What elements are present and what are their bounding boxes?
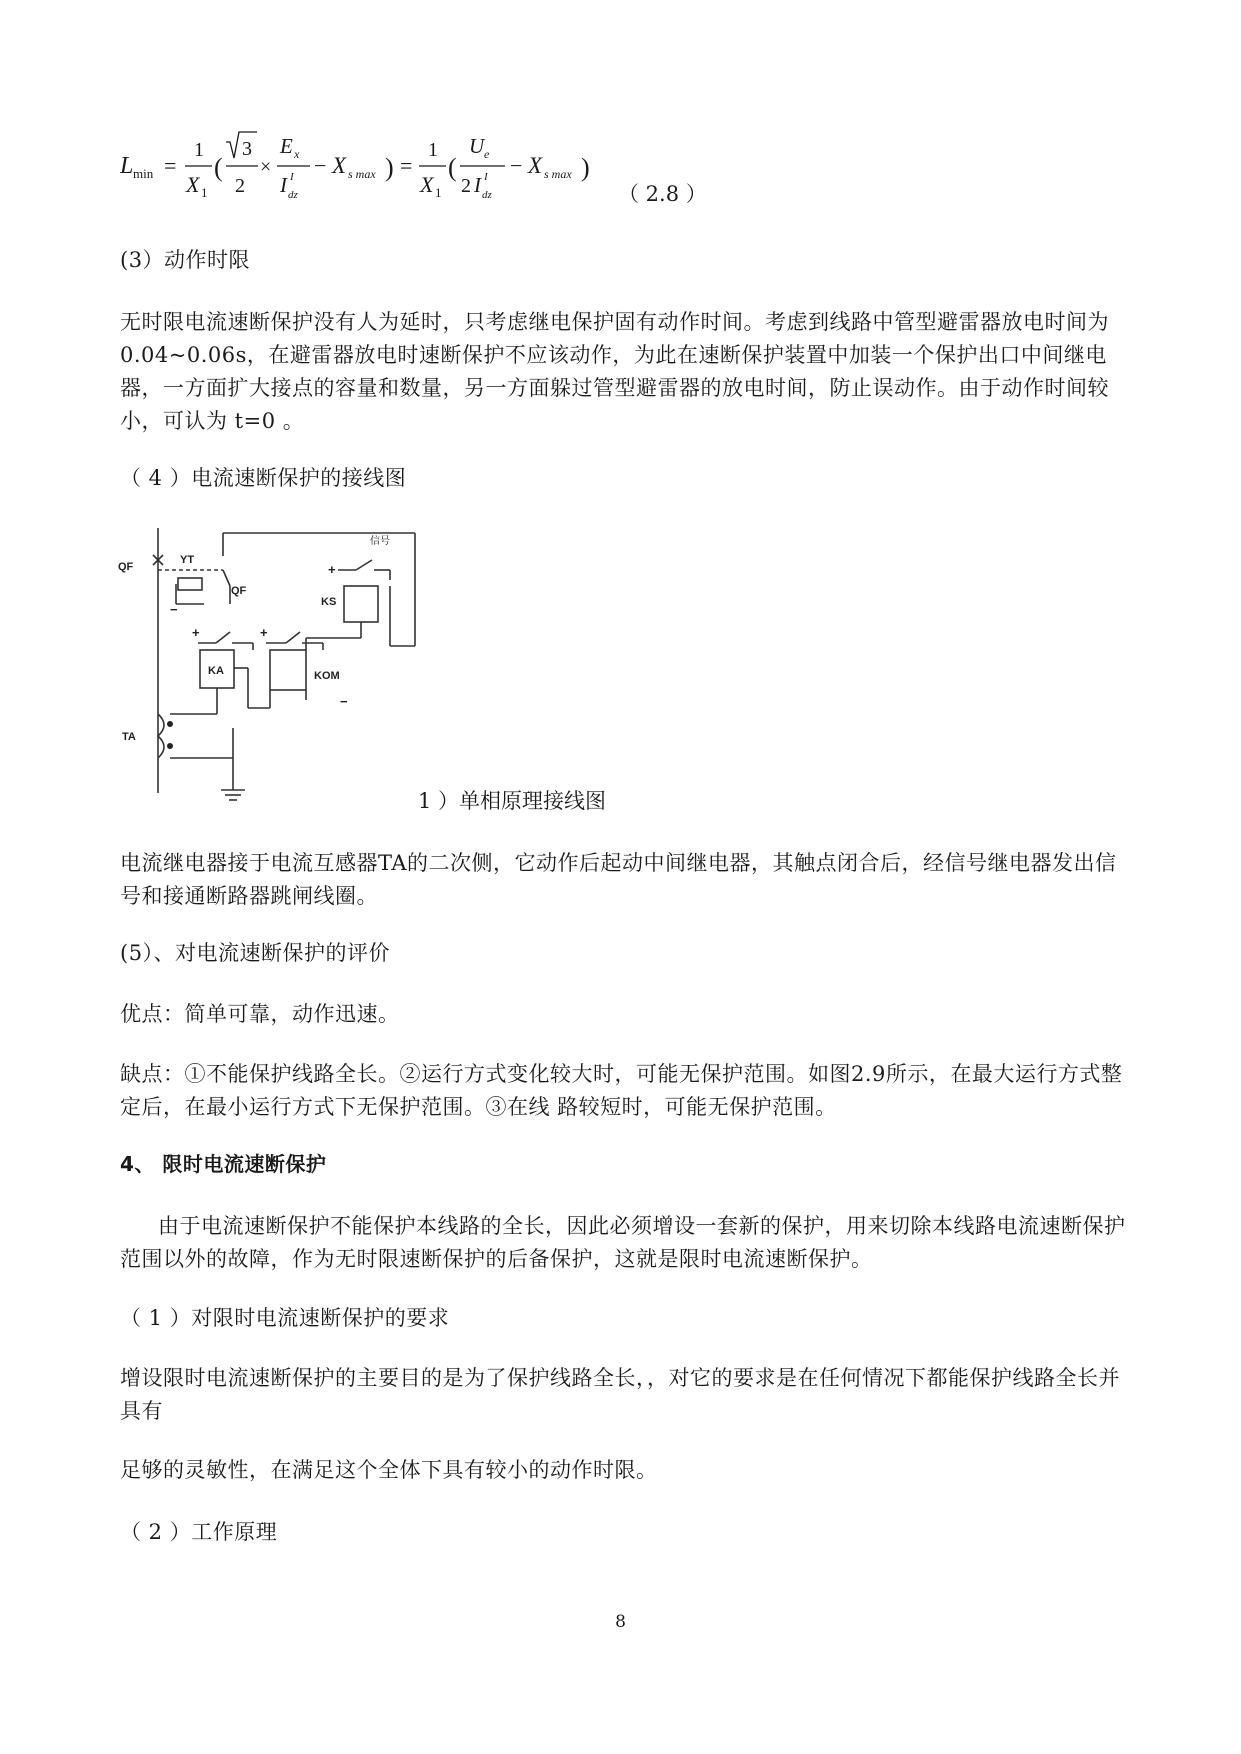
label-yt: YT xyxy=(180,554,195,566)
plus-sign: + xyxy=(260,625,268,640)
svg-text:1: 1 xyxy=(435,185,442,200)
section-5-heading: (5）、对电流速断保护的评价 xyxy=(120,941,391,965)
label-qf-left: QF xyxy=(118,561,134,573)
paragraph-relay-description: 电流继电器接于电流互感器TA的二次侧，它动作后起动中间继电器，其触点闭合后，经信号继电器发出信号和接通断路器跳闸线圈。 xyxy=(120,851,1117,908)
paragraph-action-time: 无时限电流速断保护没有人为延时，只考虑继电保护固有动作时间。考虑到线路中管型避雷器放电时间为0.04~0.06s，在避雷器放电时速断保护不应该动作，为此在速断保护装置中加装一个保护出口中间继电器，一方面扩大接点的容量和数量，另一方面躲过管型避雷器的放电时间，防止误动作。由于动作时间较小，可认为 t=0 。 xyxy=(120,310,1109,433)
svg-text:2: 2 xyxy=(461,175,471,197)
plus-sign: + xyxy=(192,625,200,640)
formula-number: （ 2.8 ） xyxy=(618,182,707,206)
svg-text:I: I xyxy=(474,173,481,197)
paragraph-requirements: 增设限时电流速断保护的主要目的是为了保护线路全长，，对它的要求是在任何情况下都能保护线路全长并具有 xyxy=(120,1366,1120,1423)
figure-caption: 1 ）单相原理接线图 xyxy=(418,789,607,813)
label-ka: KA xyxy=(208,665,224,677)
svg-text:2: 2 xyxy=(235,175,245,197)
svg-text:): ) xyxy=(385,153,394,182)
svg-text:=: = xyxy=(164,153,177,178)
svg-text:I: I xyxy=(484,171,488,183)
formula-lhs: L xyxy=(120,153,134,179)
label-ks: KS xyxy=(321,596,337,608)
svg-text:min: min xyxy=(133,166,154,181)
svg-text:dz: dz xyxy=(482,189,492,201)
svg-text:X: X xyxy=(420,172,434,197)
svg-text:X: X xyxy=(186,172,200,197)
svg-text:E: E xyxy=(280,134,293,158)
svg-text:U: U xyxy=(469,134,485,158)
svg-text:I: I xyxy=(290,171,294,183)
svg-text:(: ( xyxy=(214,153,223,182)
paragraph-timed-protection-intro: 由于电流速断保护不能保护本线路的全长，因此必须增设一套新的保护，用来切除本线路电流速断保护范围以外的故障，作为无时限速断保护的后备保护，这就是限时电流速断保护。 xyxy=(120,1214,1126,1271)
svg-text:e: e xyxy=(484,147,490,161)
svg-text:1: 1 xyxy=(428,139,438,161)
section-4-heading: （ 4 ）电流速断保护的接线图 xyxy=(120,466,407,490)
label-ta: TA xyxy=(122,731,136,743)
subsection-1-heading: （ 1 ）对限时电流速断保护的要求 xyxy=(120,1306,450,1330)
page-number: 8 xyxy=(615,1612,626,1632)
svg-text:=: = xyxy=(400,153,413,178)
svg-text:I: I xyxy=(280,173,287,197)
minus-sign: − xyxy=(170,602,178,617)
svg-text:s max: s max xyxy=(348,167,376,181)
wiring-diagram xyxy=(118,528,448,818)
label-signal: 信号 xyxy=(370,536,390,547)
paragraph-disadvantages: 缺点：①不能保护线路全长。②运行方式变化较大时，可能无保护范围。如图2.9所示，在最大运行方式整定后，在最小运行方式下无保护范围。③在线 路较短时，可能无保护范围。 xyxy=(120,1062,1123,1119)
svg-text:dz: dz xyxy=(288,189,298,201)
svg-text:1: 1 xyxy=(194,139,204,161)
formula-2-8 xyxy=(120,128,620,208)
paragraph-requirements-cont: 足够的灵敏性，在满足这个全体下具有较小的动作时限。 xyxy=(120,1458,658,1482)
svg-text:x: x xyxy=(294,147,300,161)
svg-text:X: X xyxy=(528,153,543,178)
minus-sign: − xyxy=(340,694,348,709)
svg-text:1: 1 xyxy=(201,185,208,200)
svg-text:−: − xyxy=(510,153,523,178)
section-3-heading: (3）动作时限 xyxy=(120,248,251,272)
svg-text:×: × xyxy=(260,156,272,178)
label-qf-right: QF xyxy=(231,585,247,597)
svg-text:(: ( xyxy=(448,153,457,182)
subsection-2-heading: （ 2 ）工作原理 xyxy=(120,1520,278,1544)
svg-text:X: X xyxy=(332,153,347,178)
svg-text:−: − xyxy=(314,153,327,178)
section-heading-4: 4、 限时电流速断保护 xyxy=(120,1152,327,1176)
plus-sign: + xyxy=(328,562,336,577)
paragraph-advantages: 优点：简单可靠，动作迅速。 xyxy=(120,1002,400,1026)
svg-text:s max: s max xyxy=(544,167,572,181)
svg-text:3: 3 xyxy=(242,138,252,160)
label-kom: KOM xyxy=(314,670,340,682)
svg-text:): ) xyxy=(581,153,590,182)
